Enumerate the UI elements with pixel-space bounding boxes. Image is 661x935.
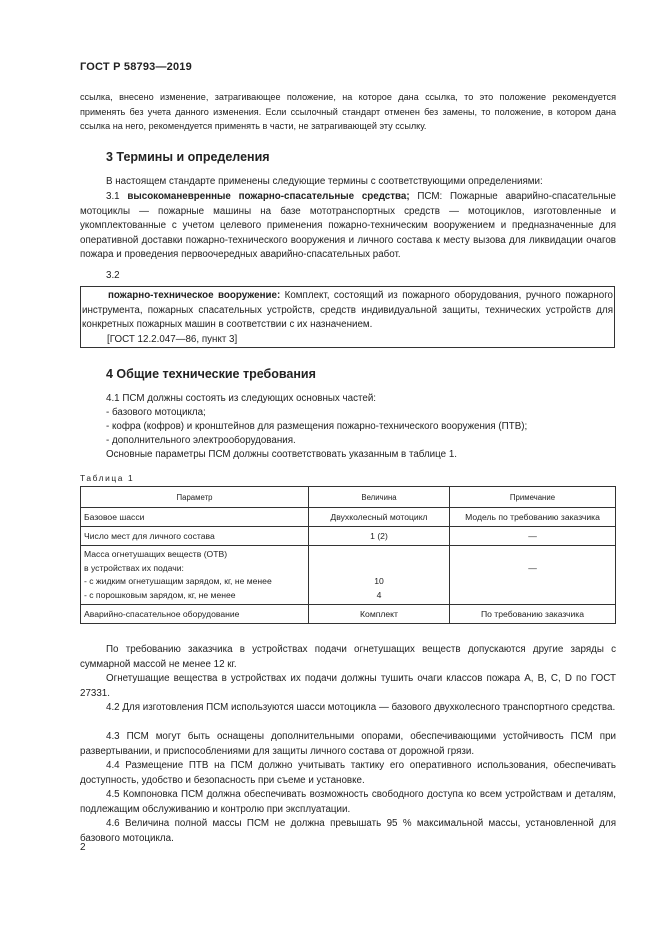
term-3-2-source: [ГОСТ 12.2.047—86, пункт 3] [107,334,238,345]
table-cell [309,546,450,605]
table-cell: По требованию заказчика [450,605,616,624]
column-header: Параметр [81,487,309,508]
term-3-2-number: 3.2 [106,270,120,281]
section-3-intro: В настоящем стандарте применены следующие термины с соответствующими определениями: [106,176,543,187]
cell-line: 4 [376,589,382,600]
table-row [81,508,616,527]
table-cell [450,546,616,605]
cell-line: - с порошковым зарядом, кг, не менее [84,589,236,600]
list-item: - кофра (кофров) и кронштейнов для размещения пожарно-технического вооружения (ПТВ); [106,421,528,432]
clause-4-6: 4.6 Величина полной массы ПСМ не должна превышать 95 % максимальной массы, установленной для базового мотоцикла. [80,818,616,844]
cell-line: — [528,562,537,573]
column-header: Величина [309,487,450,508]
cell-line: Масса огнетушащих веществ (ОТВ) [84,549,228,559]
clause-4-1: 4.1 ПСМ должны состоять из следующих основных частей: [106,393,377,404]
table-caption: Таблица 1 [80,473,135,483]
table-cell [81,546,309,605]
column-header: Примечание [450,487,616,508]
clause-4-4: 4.4 Размещение ПТВ на ПСМ должно учитывать тактику его оперативного использования, обеспечивать доступность, удобство и безопасность при съеме и установке. [80,760,616,786]
section-3-title: 3 Термины и определения [106,150,270,164]
table-cell: 1 (2) [309,527,450,546]
term-3-1-term: высокоманевренные пожарно-спасательные средства; [127,191,410,202]
after-table-paragraph: Огнетушащие вещества в устройствах их подачи должны тушить очаги классов пожара А, В, С, D по ГОСТ 27331. [80,673,616,699]
term-3-2-term: пожарно-техническое вооружение: [108,290,281,301]
term-3-1 [80,190,616,263]
term-3-2-box [80,286,615,348]
table-cell: Число мест для личного состава [81,527,309,546]
page-number: 2 [80,842,86,853]
clause-4-2: 4.2 Для изготовления ПСМ используются шасси мотоцикла — базового двухколесного транспортного средства. [106,702,616,713]
table-cell: Базовое шасси [81,508,309,527]
cell-line: - с жидким огнетушащим зарядом, кг, не менее [84,576,272,586]
table-cell: Комплект [309,605,450,624]
term-3-1-definition: ПСМ: Пожарные аварийно-спасательные мотоциклы — пожарные машины на базе мототранспортных средств — мотоциклов, изготовленные и укомплектованные с учетом целевого применения пожарно-техническим вооружением и предназначенные для оперативной доставки пожарно-технического вооружения и личного состава к месту вызова для ликвидации очагов пожара и проведения первоочередных аварийно-спасательных работ. [80,191,616,261]
document-header: ГОСТ Р 58793—2019 [80,61,192,73]
cell-line: в устройствах их подачи: [84,562,184,573]
params-reference: Основные параметры ПСМ должны соответствовать указанным в таблице 1. [106,449,457,460]
term-3-1-number: 3.1 [106,191,128,202]
parameters-table [80,486,616,624]
table-header-row [81,487,616,508]
term-3-2-definition: Комплект, состоящий из пожарного оборудования, ручного пожарного инструмента, пожарных спасательных устройств, средств индивидуальной защиты, технических устройств для конкретных пожарных машин в соответствии с их назначением. [82,290,613,331]
table-cell: — [450,527,616,546]
after-table-paragraph: По требованию заказчика в устройствах подачи огнетушащих веществ допускаются другие заряды с суммарной массой не менее 12 кг. [80,644,616,670]
table-row [81,527,616,546]
list-item: - дополнительного электрооборудования. [106,435,296,446]
table-row [81,605,616,624]
table-cell: Модель по требованию заказчика [450,508,616,527]
continued-paragraph: ссылка, внесено изменение, затрагивающее положение, на которое дана ссылка, то это положение рекомендуется применять без учета данного изменения. Если ссылочный стандарт отменен без замены, то положение, в котором дана ссылка на него, рекомендуется применять в части, не затрагивающей эту ссылку. [80,92,616,131]
cell-line: 10 [374,576,384,586]
clause-4-5: 4.5 Компоновка ПСМ должна обеспечивать возможность свободного доступа ко всем устройствам и деталям, подлежащим обслуживанию и контролю при эксплуатации. [80,789,616,815]
clause-4-3: 4.3 ПСМ могут быть оснащены дополнительными опорами, обеспечивающими устойчивость ПСМ при развертывании, и приспособлениями для защиты личного состава от дорожной грязи. [80,731,616,757]
table-cell: Двухколесный мотоцикл [309,508,450,527]
section-4-title: 4 Общие технические требования [106,367,316,381]
term-3-2 [81,289,613,333]
table-row [81,546,616,605]
list-item: - базового мотоцикла; [106,407,206,418]
table-cell: Аварийно-спасательное оборудование [81,605,309,624]
